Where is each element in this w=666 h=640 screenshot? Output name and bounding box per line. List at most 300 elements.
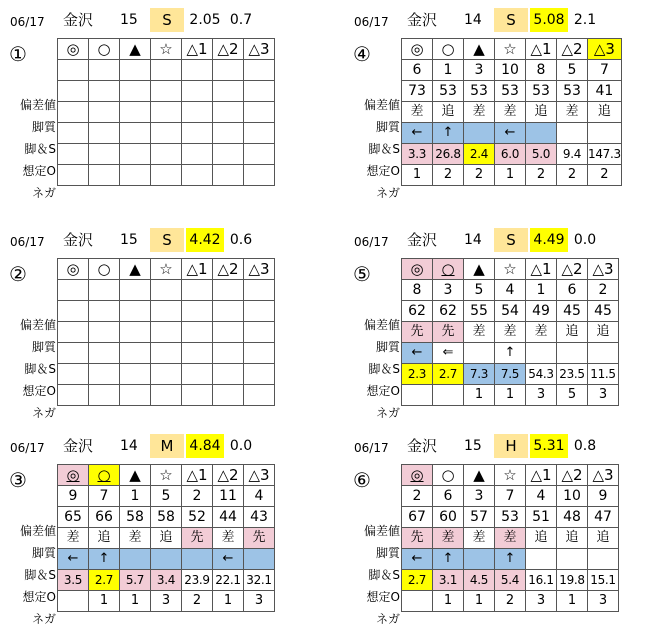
row-label: 脚＆S bbox=[368, 142, 400, 156]
negative-cell: 1 bbox=[495, 385, 526, 406]
grid-row bbox=[402, 570, 619, 591]
horse-number-cell bbox=[120, 280, 151, 301]
leg-speed-cell bbox=[182, 549, 213, 570]
race-venue: 金沢 bbox=[407, 11, 438, 29]
expected-odds-cell bbox=[58, 144, 89, 165]
race-index-value: 4.49 bbox=[530, 228, 568, 252]
race-grid bbox=[401, 38, 622, 186]
race-index-value: 5.08 bbox=[530, 8, 568, 32]
horse-number-cell: 10 bbox=[495, 60, 526, 81]
negative-cell: 1 bbox=[433, 591, 464, 612]
leg-speed-cell bbox=[120, 343, 151, 364]
deviation-cell bbox=[120, 81, 151, 102]
grid-row bbox=[58, 591, 275, 612]
deviation-cell: 58 bbox=[120, 507, 151, 528]
mark-cell: △2 bbox=[557, 39, 588, 60]
row-label: 偏差値 bbox=[363, 98, 400, 112]
race-panel-4 bbox=[344, 8, 666, 208]
negative-cell: 1 bbox=[557, 591, 588, 612]
mark-cell: ▲ bbox=[464, 465, 495, 486]
expected-odds-cell: 2.7 bbox=[402, 570, 433, 591]
deviation-cell: 53 bbox=[433, 81, 464, 102]
grid-row bbox=[402, 549, 619, 570]
row-label: ネガ bbox=[375, 406, 400, 420]
leg-speed-cell bbox=[182, 343, 213, 364]
runner-count: 15 bbox=[464, 438, 482, 454]
grid-row bbox=[58, 364, 275, 385]
race-panel-6 bbox=[344, 434, 666, 634]
race-date: 06/17 bbox=[354, 441, 389, 455]
mark-cell: △2 bbox=[557, 259, 588, 280]
running-style-cell bbox=[244, 322, 275, 343]
row-label: 想定O bbox=[366, 590, 400, 604]
horse-number-cell: 5 bbox=[464, 280, 495, 301]
expected-odds-cell: 22.1 bbox=[213, 570, 244, 591]
deviation-cell: 52 bbox=[182, 507, 213, 528]
leg-speed-cell: ← bbox=[402, 123, 433, 144]
negative-cell: 1 bbox=[495, 165, 526, 186]
running-style-cell bbox=[213, 102, 244, 123]
race-panel-2 bbox=[0, 228, 322, 428]
running-style-cell: 差 bbox=[495, 322, 526, 343]
grid-row bbox=[402, 385, 619, 406]
race-sub-value: 0.0 bbox=[229, 438, 253, 454]
mark-cell: △1 bbox=[182, 259, 213, 280]
mark-cell: ☆ bbox=[495, 259, 526, 280]
negative-cell: 3 bbox=[588, 591, 619, 612]
mark-cell: △3 bbox=[244, 259, 275, 280]
grid-row bbox=[402, 81, 622, 102]
mark-cell: ○ bbox=[433, 259, 464, 280]
grid-row bbox=[402, 165, 622, 186]
negative-cell: 1 bbox=[213, 591, 244, 612]
panel-header bbox=[344, 228, 666, 252]
leg-speed-cell: ↑ bbox=[433, 549, 464, 570]
negative-cell bbox=[244, 385, 275, 406]
running-style-cell: 差 bbox=[495, 102, 526, 123]
leg-speed-cell bbox=[120, 549, 151, 570]
race-grid bbox=[401, 258, 619, 406]
leg-speed-cell bbox=[526, 549, 557, 570]
row-label: 偏差値 bbox=[19, 98, 56, 112]
leg-speed-cell bbox=[182, 123, 213, 144]
leg-speed-cell bbox=[464, 123, 495, 144]
deviation-cell: 53 bbox=[557, 81, 588, 102]
expected-odds-cell: 2.4 bbox=[464, 144, 495, 165]
expected-odds-cell: 19.8 bbox=[557, 570, 588, 591]
race-venue: 金沢 bbox=[63, 11, 94, 29]
panel-header bbox=[0, 434, 322, 458]
negative-cell: 3 bbox=[526, 385, 557, 406]
horse-number-cell: 5 bbox=[557, 60, 588, 81]
leg-speed-cell bbox=[244, 123, 275, 144]
expected-odds-cell: 7.3 bbox=[464, 364, 495, 385]
negative-cell bbox=[151, 165, 182, 186]
mark-cell: △3 bbox=[244, 465, 275, 486]
mark-cell: ○ bbox=[89, 465, 120, 486]
deviation-cell bbox=[58, 81, 89, 102]
expected-odds-cell: 6.0 bbox=[495, 144, 526, 165]
mark-cell: ☆ bbox=[151, 39, 182, 60]
race-number: ③ bbox=[9, 468, 27, 492]
running-style-cell: 差 bbox=[58, 528, 89, 549]
mark-cell: △3 bbox=[588, 465, 619, 486]
race-venue: 金沢 bbox=[407, 231, 438, 249]
leg-speed-cell bbox=[557, 343, 588, 364]
running-style-cell bbox=[244, 102, 275, 123]
running-style-cell: 差 bbox=[120, 528, 151, 549]
mark-cell: △1 bbox=[526, 465, 557, 486]
running-style-cell: 差 bbox=[464, 102, 495, 123]
running-style-cell: 差 bbox=[433, 528, 464, 549]
row-label: 想定O bbox=[366, 164, 400, 178]
deviation-cell bbox=[213, 301, 244, 322]
horse-number-cell: 1 bbox=[526, 280, 557, 301]
race-number: ② bbox=[9, 262, 27, 286]
negative-cell bbox=[151, 385, 182, 406]
race-sub-value: 0.8 bbox=[573, 438, 597, 454]
leg-speed-cell: ← bbox=[58, 549, 89, 570]
race-panel-1 bbox=[0, 8, 322, 208]
mark-cell: △3 bbox=[588, 39, 622, 60]
negative-cell: 3 bbox=[526, 591, 557, 612]
race-sub-value: 0.6 bbox=[229, 232, 253, 248]
panel-header bbox=[344, 8, 666, 32]
horse-number-cell: 3 bbox=[464, 486, 495, 507]
horse-number-cell bbox=[182, 60, 213, 81]
race-index-value: 4.84 bbox=[186, 434, 224, 458]
mark-cell: ◎ bbox=[58, 465, 89, 486]
horse-number-cell bbox=[120, 60, 151, 81]
grid-row bbox=[58, 60, 275, 81]
horse-number-cell bbox=[58, 280, 89, 301]
deviation-cell: 53 bbox=[495, 81, 526, 102]
horse-number-cell bbox=[151, 60, 182, 81]
leg-speed-cell: ↑ bbox=[89, 549, 120, 570]
row-label: 脚＆S bbox=[24, 142, 56, 156]
leg-speed-cell bbox=[557, 123, 588, 144]
race-number: ⑥ bbox=[353, 468, 371, 492]
grid-row bbox=[58, 123, 275, 144]
race-venue: 金沢 bbox=[407, 437, 438, 455]
mark-cell: △2 bbox=[213, 465, 244, 486]
horse-number-cell: 2 bbox=[402, 486, 433, 507]
grid-row bbox=[402, 123, 622, 144]
expected-odds-cell: 3.4 bbox=[151, 570, 182, 591]
running-style-cell: 差 bbox=[464, 322, 495, 343]
grid-row bbox=[402, 280, 619, 301]
race-number: ⑤ bbox=[353, 262, 371, 286]
leg-speed-cell bbox=[526, 123, 557, 144]
deviation-cell: 45 bbox=[557, 301, 588, 322]
horse-number-cell: 1 bbox=[120, 486, 151, 507]
running-style-cell: 差 bbox=[557, 102, 588, 123]
expected-odds-cell bbox=[213, 364, 244, 385]
horse-number-cell: 2 bbox=[588, 280, 619, 301]
running-style-cell bbox=[151, 322, 182, 343]
grid-row bbox=[58, 465, 275, 486]
mark-cell: △3 bbox=[588, 259, 619, 280]
negative-cell: 5 bbox=[557, 385, 588, 406]
negative-cell: 1 bbox=[464, 385, 495, 406]
runner-count: 14 bbox=[120, 438, 138, 454]
horse-number-cell: 8 bbox=[402, 280, 433, 301]
horse-number-cell: 3 bbox=[433, 280, 464, 301]
expected-odds-cell: 5.7 bbox=[120, 570, 151, 591]
row-label: 脚質 bbox=[31, 340, 56, 354]
running-style-cell: 差 bbox=[213, 528, 244, 549]
runner-count: 14 bbox=[464, 232, 482, 248]
expected-odds-cell: 54.3 bbox=[526, 364, 557, 385]
horse-number-cell: 5 bbox=[151, 486, 182, 507]
leg-speed-cell bbox=[464, 549, 495, 570]
deviation-cell: 45 bbox=[588, 301, 619, 322]
horse-number-cell: 4 bbox=[244, 486, 275, 507]
mark-cell: ☆ bbox=[495, 39, 526, 60]
expected-odds-cell bbox=[58, 364, 89, 385]
leg-speed-cell: ↑ bbox=[495, 549, 526, 570]
leg-speed-cell: ← bbox=[213, 549, 244, 570]
mark-cell: △2 bbox=[213, 39, 244, 60]
running-style-cell: 追 bbox=[526, 102, 557, 123]
race-sub-value: 0.0 bbox=[573, 232, 597, 248]
running-style-cell bbox=[182, 102, 213, 123]
expected-odds-cell: 32.1 bbox=[244, 570, 275, 591]
grid-row bbox=[402, 591, 619, 612]
grid-row bbox=[58, 385, 275, 406]
expected-odds-cell bbox=[182, 364, 213, 385]
negative-cell: 2 bbox=[588, 165, 622, 186]
grid-row bbox=[58, 102, 275, 123]
horse-number-cell: 9 bbox=[58, 486, 89, 507]
mark-cell: ▲ bbox=[120, 465, 151, 486]
leg-speed-cell bbox=[213, 123, 244, 144]
leg-speed-cell bbox=[89, 343, 120, 364]
row-label: ネガ bbox=[31, 612, 56, 626]
grid-row bbox=[402, 322, 619, 343]
leg-speed-cell: ↑ bbox=[433, 123, 464, 144]
mark-cell: ○ bbox=[433, 465, 464, 486]
expected-odds-cell: 15.1 bbox=[588, 570, 619, 591]
grid-row bbox=[58, 81, 275, 102]
leg-speed-cell bbox=[526, 343, 557, 364]
horse-number-cell: 4 bbox=[526, 486, 557, 507]
panel-header bbox=[0, 228, 322, 252]
running-style-cell: 差 bbox=[464, 528, 495, 549]
row-label: 偏差値 bbox=[363, 318, 400, 332]
horse-number-cell: 2 bbox=[182, 486, 213, 507]
grid-row bbox=[402, 507, 619, 528]
leg-speed-cell bbox=[151, 123, 182, 144]
row-label: 想定O bbox=[366, 384, 400, 398]
running-style-cell: 追 bbox=[433, 102, 464, 123]
race-index-value: 2.05 bbox=[189, 12, 221, 28]
row-label: 脚質 bbox=[31, 120, 56, 134]
grid-row bbox=[58, 301, 275, 322]
race-panel-3 bbox=[0, 434, 322, 634]
running-style-cell: 先 bbox=[244, 528, 275, 549]
deviation-cell: 53 bbox=[526, 81, 557, 102]
row-label: 偏差値 bbox=[363, 524, 400, 538]
leg-speed-cell bbox=[244, 343, 275, 364]
race-index-value: 5.31 bbox=[530, 434, 568, 458]
grid-row bbox=[402, 102, 622, 123]
mark-cell: ◎ bbox=[58, 259, 89, 280]
expected-odds-cell bbox=[213, 144, 244, 165]
mark-cell: △1 bbox=[182, 39, 213, 60]
negative-cell bbox=[58, 165, 89, 186]
deviation-cell: 43 bbox=[244, 507, 275, 528]
runner-count: 15 bbox=[120, 232, 138, 248]
running-style-cell: 差 bbox=[402, 102, 433, 123]
running-style-cell: 追 bbox=[557, 528, 588, 549]
negative-cell: 3 bbox=[588, 385, 619, 406]
grid-row bbox=[58, 343, 275, 364]
running-style-cell: 追 bbox=[588, 322, 619, 343]
horse-number-cell: 6 bbox=[557, 280, 588, 301]
row-label: 脚質 bbox=[375, 120, 400, 134]
negative-cell: 2 bbox=[557, 165, 588, 186]
mark-cell: △2 bbox=[213, 259, 244, 280]
leg-speed-cell bbox=[557, 549, 588, 570]
runner-count: 14 bbox=[464, 12, 482, 28]
race-venue: 金沢 bbox=[63, 231, 94, 249]
horse-number-cell: 7 bbox=[89, 486, 120, 507]
expected-odds-cell: 11.5 bbox=[588, 364, 619, 385]
race-grid bbox=[57, 464, 275, 612]
running-style-cell: 追 bbox=[588, 102, 622, 123]
negative-cell bbox=[244, 165, 275, 186]
expected-odds-cell: 2.7 bbox=[89, 570, 120, 591]
running-style-cell: 先 bbox=[402, 528, 433, 549]
race-grid bbox=[401, 464, 619, 612]
deviation-cell: 51 bbox=[526, 507, 557, 528]
mark-cell: ▲ bbox=[120, 259, 151, 280]
mark-cell: ○ bbox=[89, 259, 120, 280]
deviation-cell: 49 bbox=[526, 301, 557, 322]
race-class-badge: S bbox=[150, 228, 184, 252]
deviation-cell: 60 bbox=[433, 507, 464, 528]
deviation-cell bbox=[182, 81, 213, 102]
deviation-cell: 44 bbox=[213, 507, 244, 528]
running-style-cell: 追 bbox=[557, 322, 588, 343]
mark-cell: ▲ bbox=[120, 39, 151, 60]
grid-row bbox=[402, 486, 619, 507]
deviation-cell bbox=[182, 301, 213, 322]
row-label: ネガ bbox=[375, 612, 400, 626]
expected-odds-cell: 2.3 bbox=[402, 364, 433, 385]
running-style-cell: 差 bbox=[526, 322, 557, 343]
expected-odds-cell: 7.5 bbox=[495, 364, 526, 385]
running-style-cell: 先 bbox=[182, 528, 213, 549]
race-date: 06/17 bbox=[10, 441, 45, 455]
deviation-cell bbox=[244, 81, 275, 102]
mark-cell: ☆ bbox=[151, 259, 182, 280]
negative-cell bbox=[120, 385, 151, 406]
grid-row bbox=[402, 343, 619, 364]
row-label: 想定O bbox=[22, 384, 56, 398]
horse-number-cell: 10 bbox=[557, 486, 588, 507]
race-date: 06/17 bbox=[10, 15, 45, 29]
negative-cell: 2 bbox=[495, 591, 526, 612]
mark-cell: ◎ bbox=[402, 39, 433, 60]
expected-odds-cell: 23.5 bbox=[557, 364, 588, 385]
race-panel-5 bbox=[344, 228, 666, 428]
negative-cell: 3 bbox=[244, 591, 275, 612]
deviation-cell bbox=[120, 301, 151, 322]
horse-number-cell: 6 bbox=[402, 60, 433, 81]
expected-odds-cell bbox=[89, 144, 120, 165]
leg-speed-cell bbox=[588, 549, 619, 570]
mark-cell: ◎ bbox=[402, 259, 433, 280]
runner-count: 15 bbox=[120, 12, 138, 28]
negative-cell bbox=[120, 165, 151, 186]
race-class-badge: S bbox=[494, 228, 528, 252]
running-style-cell bbox=[120, 322, 151, 343]
race-class-badge: M bbox=[150, 434, 184, 458]
negative-cell: 2 bbox=[433, 165, 464, 186]
grid-row bbox=[58, 280, 275, 301]
expected-odds-cell: 5.0 bbox=[526, 144, 557, 165]
deviation-cell: 47 bbox=[588, 507, 619, 528]
running-style-cell bbox=[182, 322, 213, 343]
negative-cell bbox=[213, 165, 244, 186]
running-style-cell: 差 bbox=[495, 528, 526, 549]
race-number: ④ bbox=[353, 42, 371, 66]
negative-cell: 1 bbox=[402, 165, 433, 186]
grid-row bbox=[58, 144, 275, 165]
race-grid bbox=[57, 38, 275, 186]
grid-row bbox=[58, 549, 275, 570]
expected-odds-cell: 3.3 bbox=[402, 144, 433, 165]
mark-cell: △1 bbox=[182, 465, 213, 486]
leg-speed-cell bbox=[58, 123, 89, 144]
leg-speed-cell bbox=[213, 343, 244, 364]
horse-number-cell bbox=[213, 60, 244, 81]
deviation-cell: 66 bbox=[89, 507, 120, 528]
deviation-cell: 62 bbox=[433, 301, 464, 322]
expected-odds-cell: 3.5 bbox=[58, 570, 89, 591]
horse-number-cell bbox=[58, 60, 89, 81]
row-label: 脚＆S bbox=[24, 362, 56, 376]
horse-number-cell: 7 bbox=[588, 60, 622, 81]
race-grid bbox=[57, 258, 275, 406]
mark-cell: △1 bbox=[526, 39, 557, 60]
deviation-cell: 57 bbox=[464, 507, 495, 528]
mark-cell: ▲ bbox=[464, 39, 495, 60]
grid-row bbox=[58, 322, 275, 343]
row-label: ネガ bbox=[375, 186, 400, 200]
expected-odds-cell bbox=[120, 144, 151, 165]
negative-cell bbox=[58, 385, 89, 406]
leg-speed-cell: ← bbox=[495, 123, 526, 144]
row-label: 脚＆S bbox=[368, 362, 400, 376]
deviation-cell: 62 bbox=[402, 301, 433, 322]
mark-cell: ◎ bbox=[402, 465, 433, 486]
negative-cell: 3 bbox=[151, 591, 182, 612]
deviation-cell: 67 bbox=[402, 507, 433, 528]
leg-speed-cell: ← bbox=[402, 343, 433, 364]
grid-row bbox=[402, 60, 622, 81]
grid-row bbox=[58, 507, 275, 528]
expected-odds-cell: 4.5 bbox=[464, 570, 495, 591]
leg-speed-cell bbox=[588, 123, 622, 144]
horse-number-cell: 1 bbox=[433, 60, 464, 81]
race-date: 06/17 bbox=[354, 15, 389, 29]
negative-cell: 2 bbox=[526, 165, 557, 186]
grid-row bbox=[402, 259, 619, 280]
mark-cell: ☆ bbox=[151, 465, 182, 486]
